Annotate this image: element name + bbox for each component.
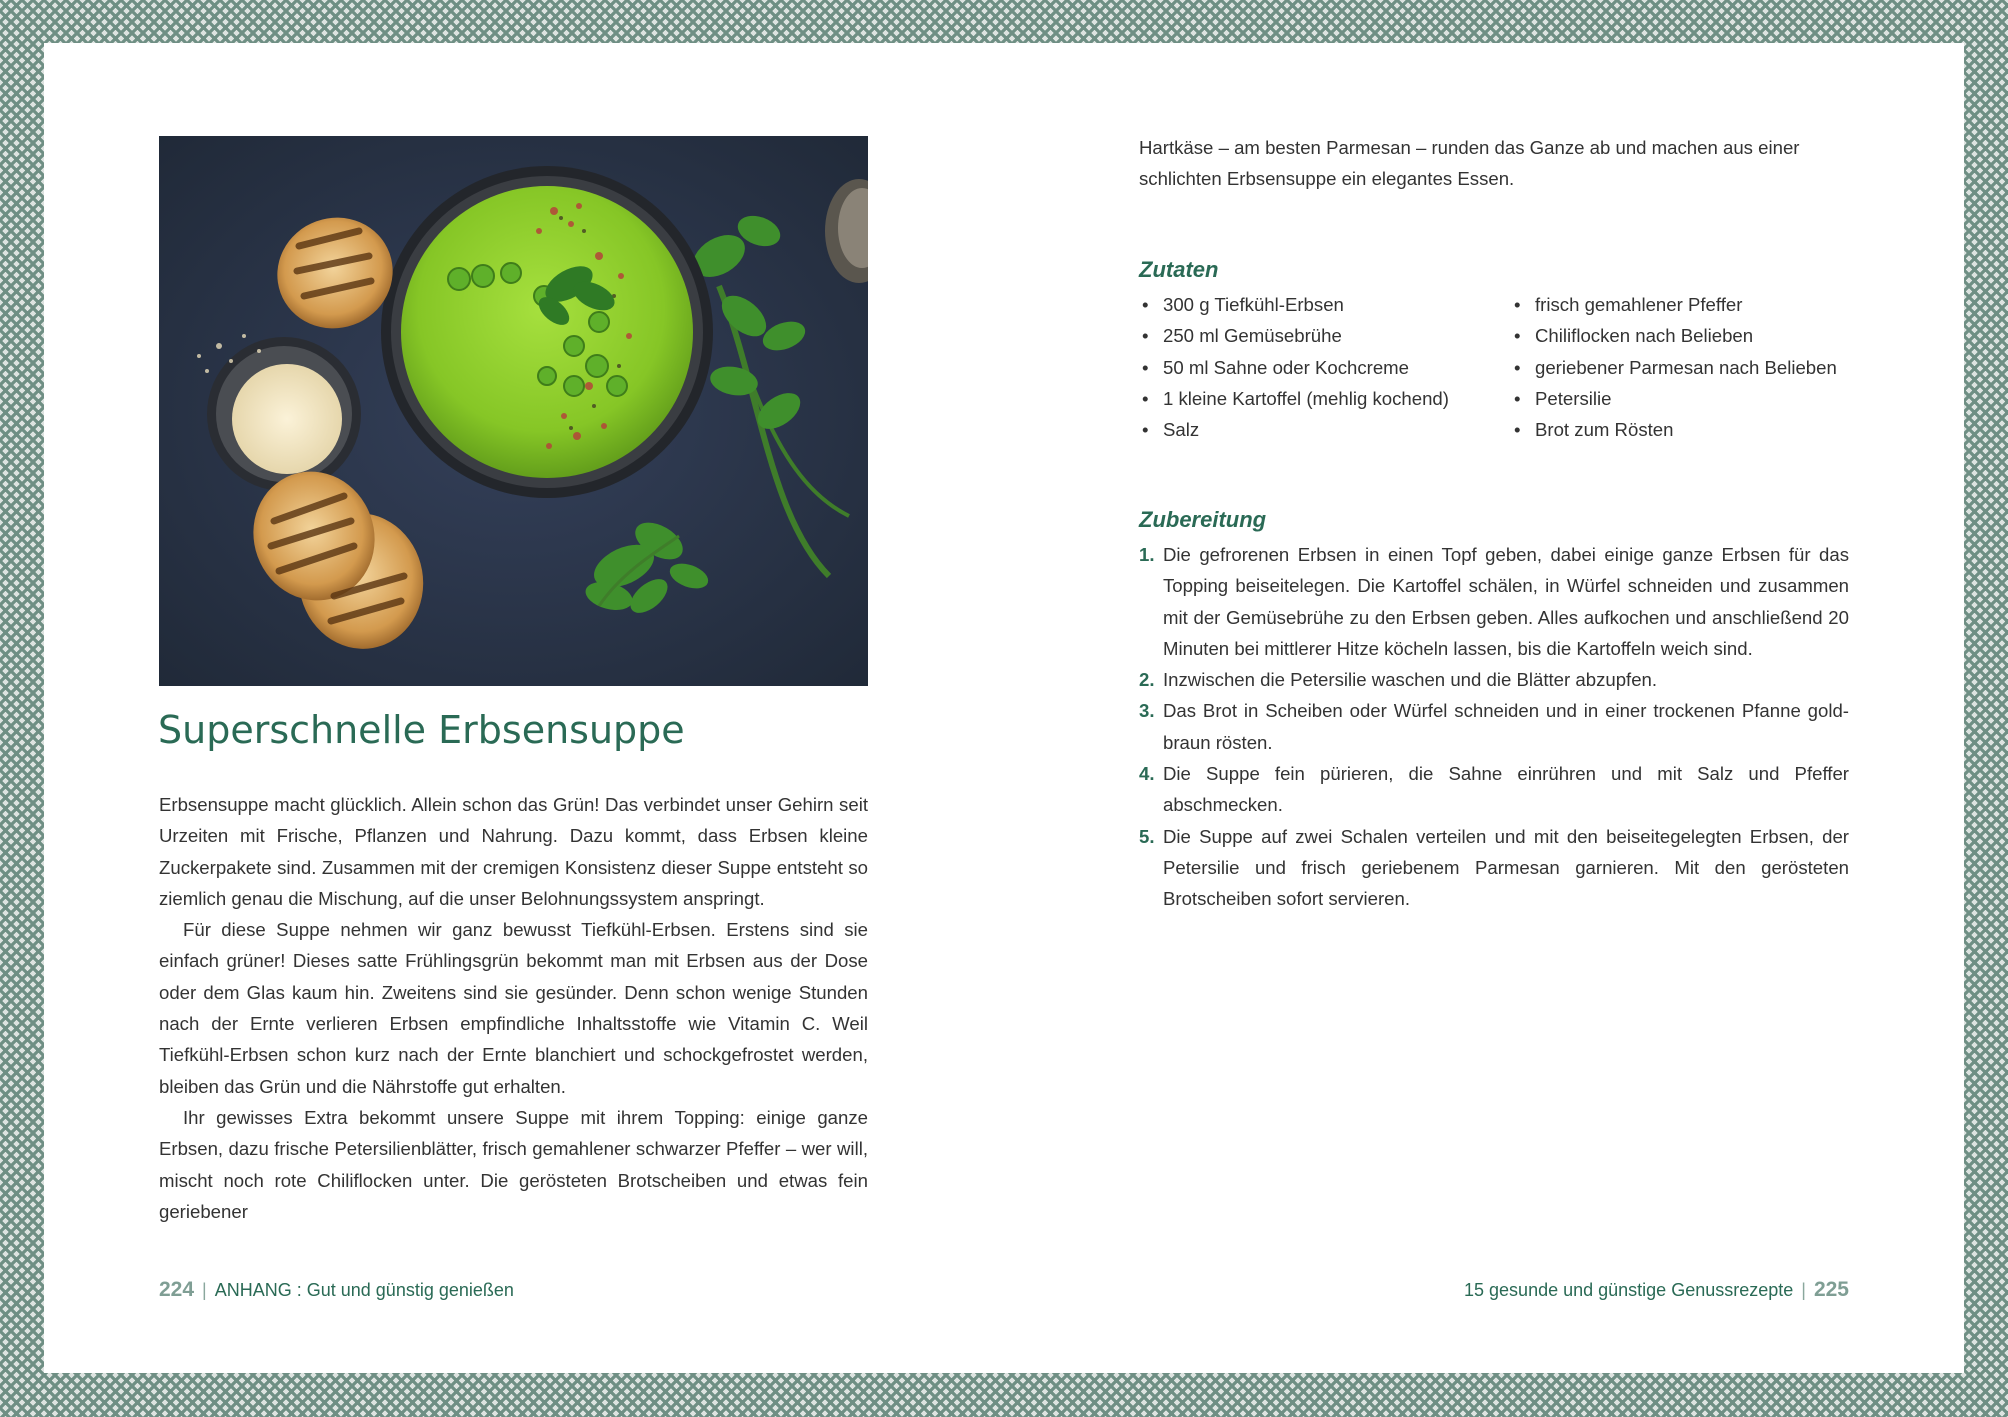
ingredient-text: frisch gemahlener Pfeffer bbox=[1535, 294, 1743, 315]
ingredient-text: 1 kleine Kartoffel (mehlig kochend) bbox=[1163, 387, 1449, 409]
footer-separator: | bbox=[1801, 1280, 1806, 1300]
ingredient-item bbox=[1139, 320, 1449, 351]
bullet: • bbox=[1514, 356, 1521, 378]
ingredient-text: Brot zum Rösten bbox=[1535, 419, 1674, 441]
step-item bbox=[1139, 758, 1849, 821]
ingredient-item bbox=[1511, 320, 1837, 351]
step-number: 1. bbox=[1139, 544, 1155, 565]
ingredients-heading: Zutaten bbox=[1139, 257, 1219, 282]
intro-paragraph: Für diese Suppe nehmen wir ganz bewusst Tiefkühl-Erbsen. Erstens sind sie einfach grüner! Dieses satte Frühlingsgrün bekommt man mit Erbsen aus der Dose oder dem Glas kaum hin. Zweitens sind sie gesünder. Denn schon wenige Stunden nach der Ernte verlieren Erbsen empfindliche Inhaltsstoffe wie Vitamin C. Weil Tiefkühl-Erbsen schon kurz nach der Ernte blanchiert und schockgefrostet werden, bleiben das Grün und die Nährstoffe gut erhalten. bbox=[159, 919, 868, 1097]
pea-soup-photo bbox=[159, 136, 868, 686]
intro-paragraph: Erbsensuppe macht glücklich. Allein schon das Grün! Das verbindet unser Gehirn seit Urzeiten mit Frische, Pflanzen und Nahrung. Dazu kommt, dass Erbsen kleine Zuckerpakete sind. Zusammen mit der cremigen Konsistenz dieser Suppe entsteht so ziemlich genau die Mischung, auf die unser Belohnungssystem anspringt. bbox=[159, 794, 868, 909]
ingredient-item bbox=[1139, 352, 1449, 383]
page-number-right: 225 bbox=[1813, 1278, 1849, 1301]
right-footer bbox=[1464, 1278, 1849, 1302]
bullet: • bbox=[1514, 325, 1521, 347]
intro-text bbox=[159, 789, 868, 1227]
step-item bbox=[1139, 821, 1849, 915]
ingredients-list-right bbox=[1511, 289, 1837, 445]
ingredient-item bbox=[1139, 414, 1449, 445]
intro-paragraph: Ihr gewisses Extra bekommt unsere Suppe mit ihrem Topping: einige ganze Erbsen, dazu frische Petersilienblätter, frisch gemahlener schwarzer Pfeffer – wer will, mischt noch rote Chiliflocken unter. Die gerösteten Brotscheiben und etwas fein geriebener bbox=[159, 1106, 868, 1222]
step-text: Das Brot in Scheiben oder Würfel schneiden und in einer trockenen Pfanne goldbraun rösten. bbox=[1163, 700, 1849, 753]
step-text: Die gefrorenen Erbsen in einen Topf geben, dabei einige ganze Erbsen für das Topping beiseitelegen. Die Kartoffel schälen, in Würfel schneiden und zusammen mit der Gemüsebrühe zu den Erbsen geben. Alles aufkochen und anschließend 20 Minuten bei mittlerer Hitze köcheln lassen, bis die Kartoffeln weich sind. bbox=[1163, 544, 1849, 659]
ingredient-text: Chiliflocken nach Belieben bbox=[1535, 325, 1754, 347]
bullet: • bbox=[1142, 387, 1149, 409]
continuation-text: Hartkäse – am besten Parmesan – runden das Ganze ab und machen aus einer schlichten Erbsensuppe ein elegantes Essen. bbox=[1139, 137, 1800, 190]
step-text: Die Suppe fein pürieren, die Sahne einrühren und mit Salz und Pfeffer abschmecken. bbox=[1163, 763, 1849, 816]
ingredient-item bbox=[1511, 383, 1837, 414]
ingredient-item bbox=[1511, 352, 1837, 383]
footer-separator: | bbox=[202, 1280, 207, 1300]
step-text: Die Suppe auf zwei Schalen verteilen und mit den beiseitegelegten Erbsen, der Petersilie und frisch geriebenem Parmesan garnieren. Mit den gerösteten Brotscheiben sofort servieren. bbox=[1163, 825, 1849, 910]
step-number: 5. bbox=[1139, 825, 1155, 847]
step-item bbox=[1139, 664, 1849, 695]
step-text: Inzwischen die Petersilie waschen und die Blätter abzupfen. bbox=[1163, 669, 1658, 691]
bullet: • bbox=[1142, 294, 1149, 315]
step-item bbox=[1139, 695, 1849, 758]
ingredient-item bbox=[1139, 383, 1449, 414]
bullet: • bbox=[1142, 356, 1149, 378]
ingredient-item bbox=[1139, 289, 1449, 320]
recipe-title: Superschnelle Erbsensuppe bbox=[158, 708, 685, 752]
ingredient-text: Petersilie bbox=[1535, 387, 1612, 409]
ingredient-item bbox=[1511, 289, 1837, 320]
ingredient-text: geriebener Parmesan nach Belieben bbox=[1535, 356, 1837, 378]
footer-section-right: 15 gesunde und günstige Genussrezepte bbox=[1464, 1280, 1794, 1300]
bullet: • bbox=[1514, 387, 1521, 409]
page-number-left: 224 bbox=[159, 1278, 195, 1301]
ingredient-text: Salz bbox=[1163, 419, 1200, 441]
ingredients-list-left bbox=[1139, 289, 1449, 445]
step-item bbox=[1139, 539, 1849, 664]
step-number: 4. bbox=[1139, 763, 1155, 785]
preparation-heading: Zubereitung bbox=[1139, 507, 1267, 532]
footer-section-left: ANHANG : Gut und günstig genießen bbox=[214, 1280, 514, 1300]
bullet: • bbox=[1514, 294, 1521, 315]
preparation-steps bbox=[1139, 539, 1849, 915]
ingredient-item bbox=[1511, 414, 1837, 445]
step-number: 3. bbox=[1139, 700, 1155, 722]
left-footer bbox=[159, 1278, 514, 1302]
ingredient-text: 50 ml Sahne oder Kochcreme bbox=[1163, 356, 1409, 378]
ingredient-text: 300 g Tiefkühl-Erbsen bbox=[1163, 294, 1344, 315]
step-number: 2. bbox=[1139, 669, 1155, 691]
bullet: • bbox=[1142, 419, 1149, 441]
bullet: • bbox=[1142, 325, 1149, 347]
bullet: • bbox=[1514, 419, 1521, 441]
ingredient-text: 250 ml Gemüsebrühe bbox=[1163, 325, 1342, 347]
